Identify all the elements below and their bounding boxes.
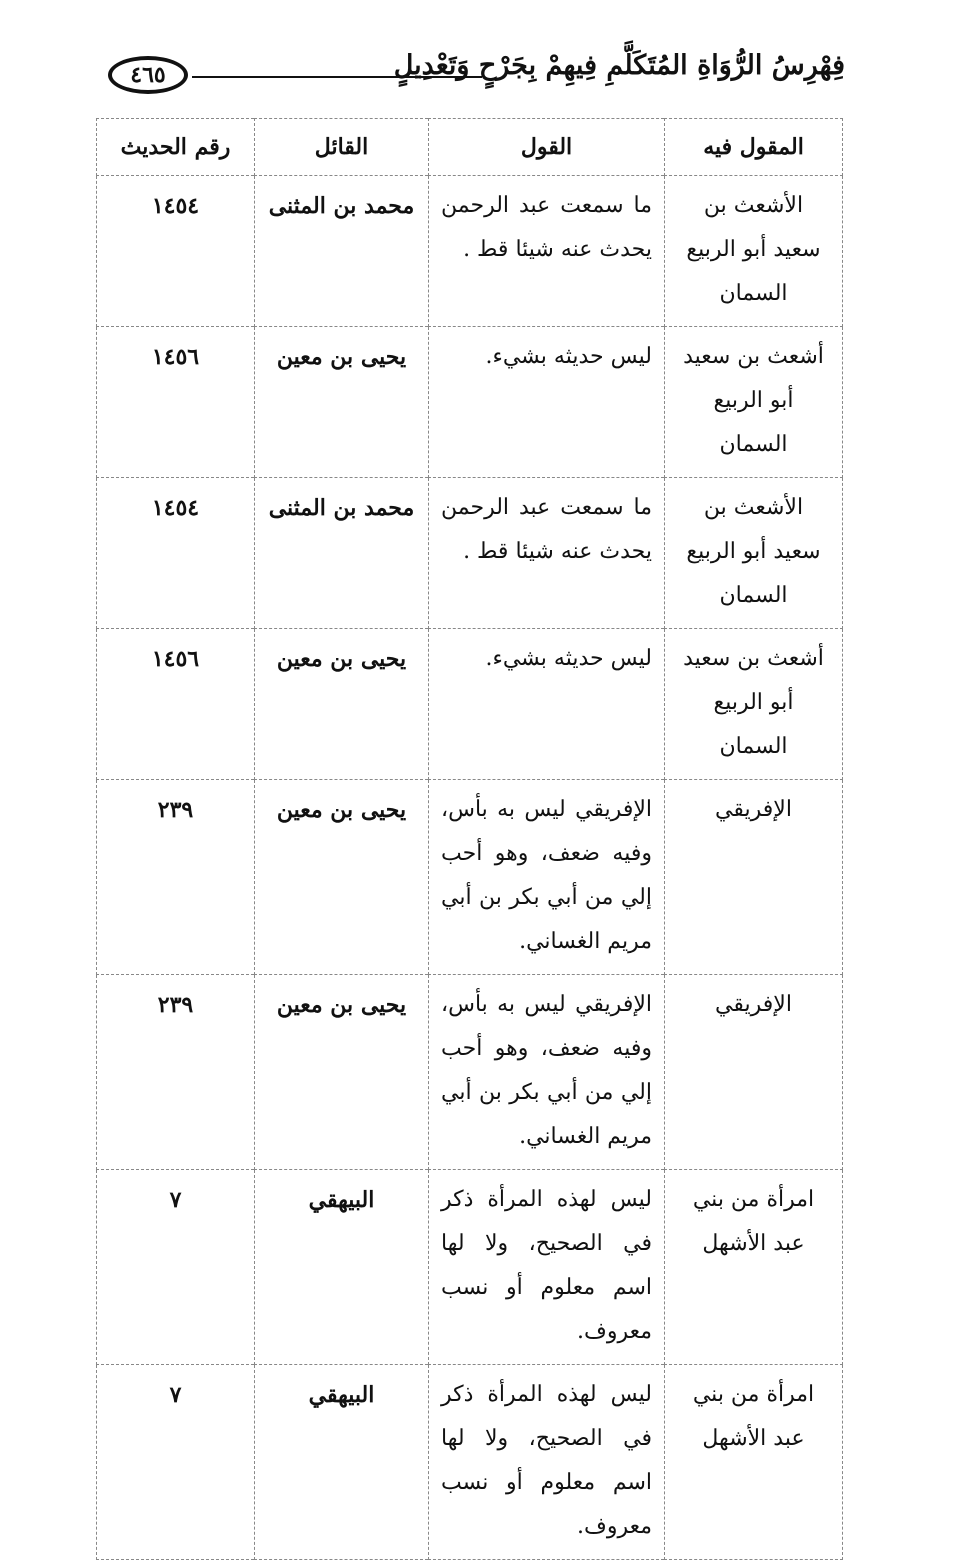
table-row: [97, 176, 843, 327]
cell-statement: ليس حديثه بشيء.: [429, 629, 665, 780]
cell-statement: الإفريقي ليس به بأس، وفيه ضعف، وهو أحب إلي من أبي بكر بن أبي مريم الغساني.: [429, 975, 665, 1170]
cell-subject: الإفريقي: [665, 975, 843, 1170]
header-hadith-number: رقم الحديث: [97, 119, 255, 176]
cell-hadith-number: ٢٣٩: [97, 975, 255, 1170]
cell-subject: الأشعث بن سعيد أبو الربيع السمان: [665, 478, 843, 629]
header-subject: المقول فيه: [665, 119, 843, 176]
table-row: [97, 478, 843, 629]
cell-statement: ليس حديثه بشيء.: [429, 327, 665, 478]
cell-subject: الأشعث بن سعيد أبو الربيع السمان: [665, 176, 843, 327]
cell-speaker: يحيى بن معين: [255, 780, 429, 975]
cell-subject: أشعث بن سعيد أبو الربيع السمان: [665, 327, 843, 478]
cell-subject: الإفريقي: [665, 780, 843, 975]
table-row: [97, 1365, 843, 1560]
header-statement: القول: [429, 119, 665, 176]
cell-hadith-number: ١٤٥٦: [97, 629, 255, 780]
header-rule: [192, 76, 482, 78]
cell-subject: امرأة من بني عبد الأشهل: [665, 1365, 843, 1560]
cell-statement: ما سمعت عبد الرحمن يحدث عنه شيئا قط .: [429, 176, 665, 327]
table-row: [97, 975, 843, 1170]
cell-hadith-number: ٧: [97, 1365, 255, 1560]
cell-statement: ليس لهذه المرأة ذكر في الصحيح، ولا لها اسم معلوم أو نسب معروف.: [429, 1170, 665, 1365]
cell-speaker: محمد بن المثنى: [255, 176, 429, 327]
table-header-row: [97, 119, 843, 176]
cell-speaker: يحيى بن معين: [255, 629, 429, 780]
table-row: [97, 327, 843, 478]
table-row: [97, 629, 843, 780]
cell-statement: ليس لهذه المرأة ذكر في الصحيح، ولا لها اسم معلوم أو نسب معروف.: [429, 1365, 665, 1560]
narrators-index-table: [96, 118, 843, 1560]
table-row: [97, 780, 843, 975]
page-number: [108, 56, 188, 94]
cell-statement: ما سمعت عبد الرحمن يحدث عنه شيئا قط .: [429, 478, 665, 629]
cell-speaker: البيهقي: [255, 1365, 429, 1560]
cell-speaker: يحيى بن معين: [255, 327, 429, 478]
cell-speaker: محمد بن المثنى: [255, 478, 429, 629]
cell-subject: أشعث بن سعيد أبو الربيع السمان: [665, 629, 843, 780]
page-number-label: ٤٦٥: [130, 62, 166, 88]
page-title: فِهْرِسُ الرُّوَاةِ المُتَكَلَّمِ فِيهِمْ بِجَرْحٍ وَتَعْدِيلٍ: [393, 50, 845, 81]
header-speaker: القائل: [255, 119, 429, 176]
cell-hadith-number: ٧: [97, 1170, 255, 1365]
cell-hadith-number: ١٤٥٤: [97, 478, 255, 629]
cell-speaker: يحيى بن معين: [255, 975, 429, 1170]
cell-speaker: البيهقي: [255, 1170, 429, 1365]
table-row: [97, 1170, 843, 1365]
cell-statement: الإفريقي ليس به بأس، وفيه ضعف، وهو أحب إلي من أبي بكر بن أبي مريم الغساني.: [429, 780, 665, 975]
cell-hadith-number: ١٤٥٦: [97, 327, 255, 478]
cell-subject: امرأة من بني عبد الأشهل: [665, 1170, 843, 1365]
cell-hadith-number: ٢٣٩: [97, 780, 255, 975]
cell-hadith-number: ١٤٥٤: [97, 176, 255, 327]
